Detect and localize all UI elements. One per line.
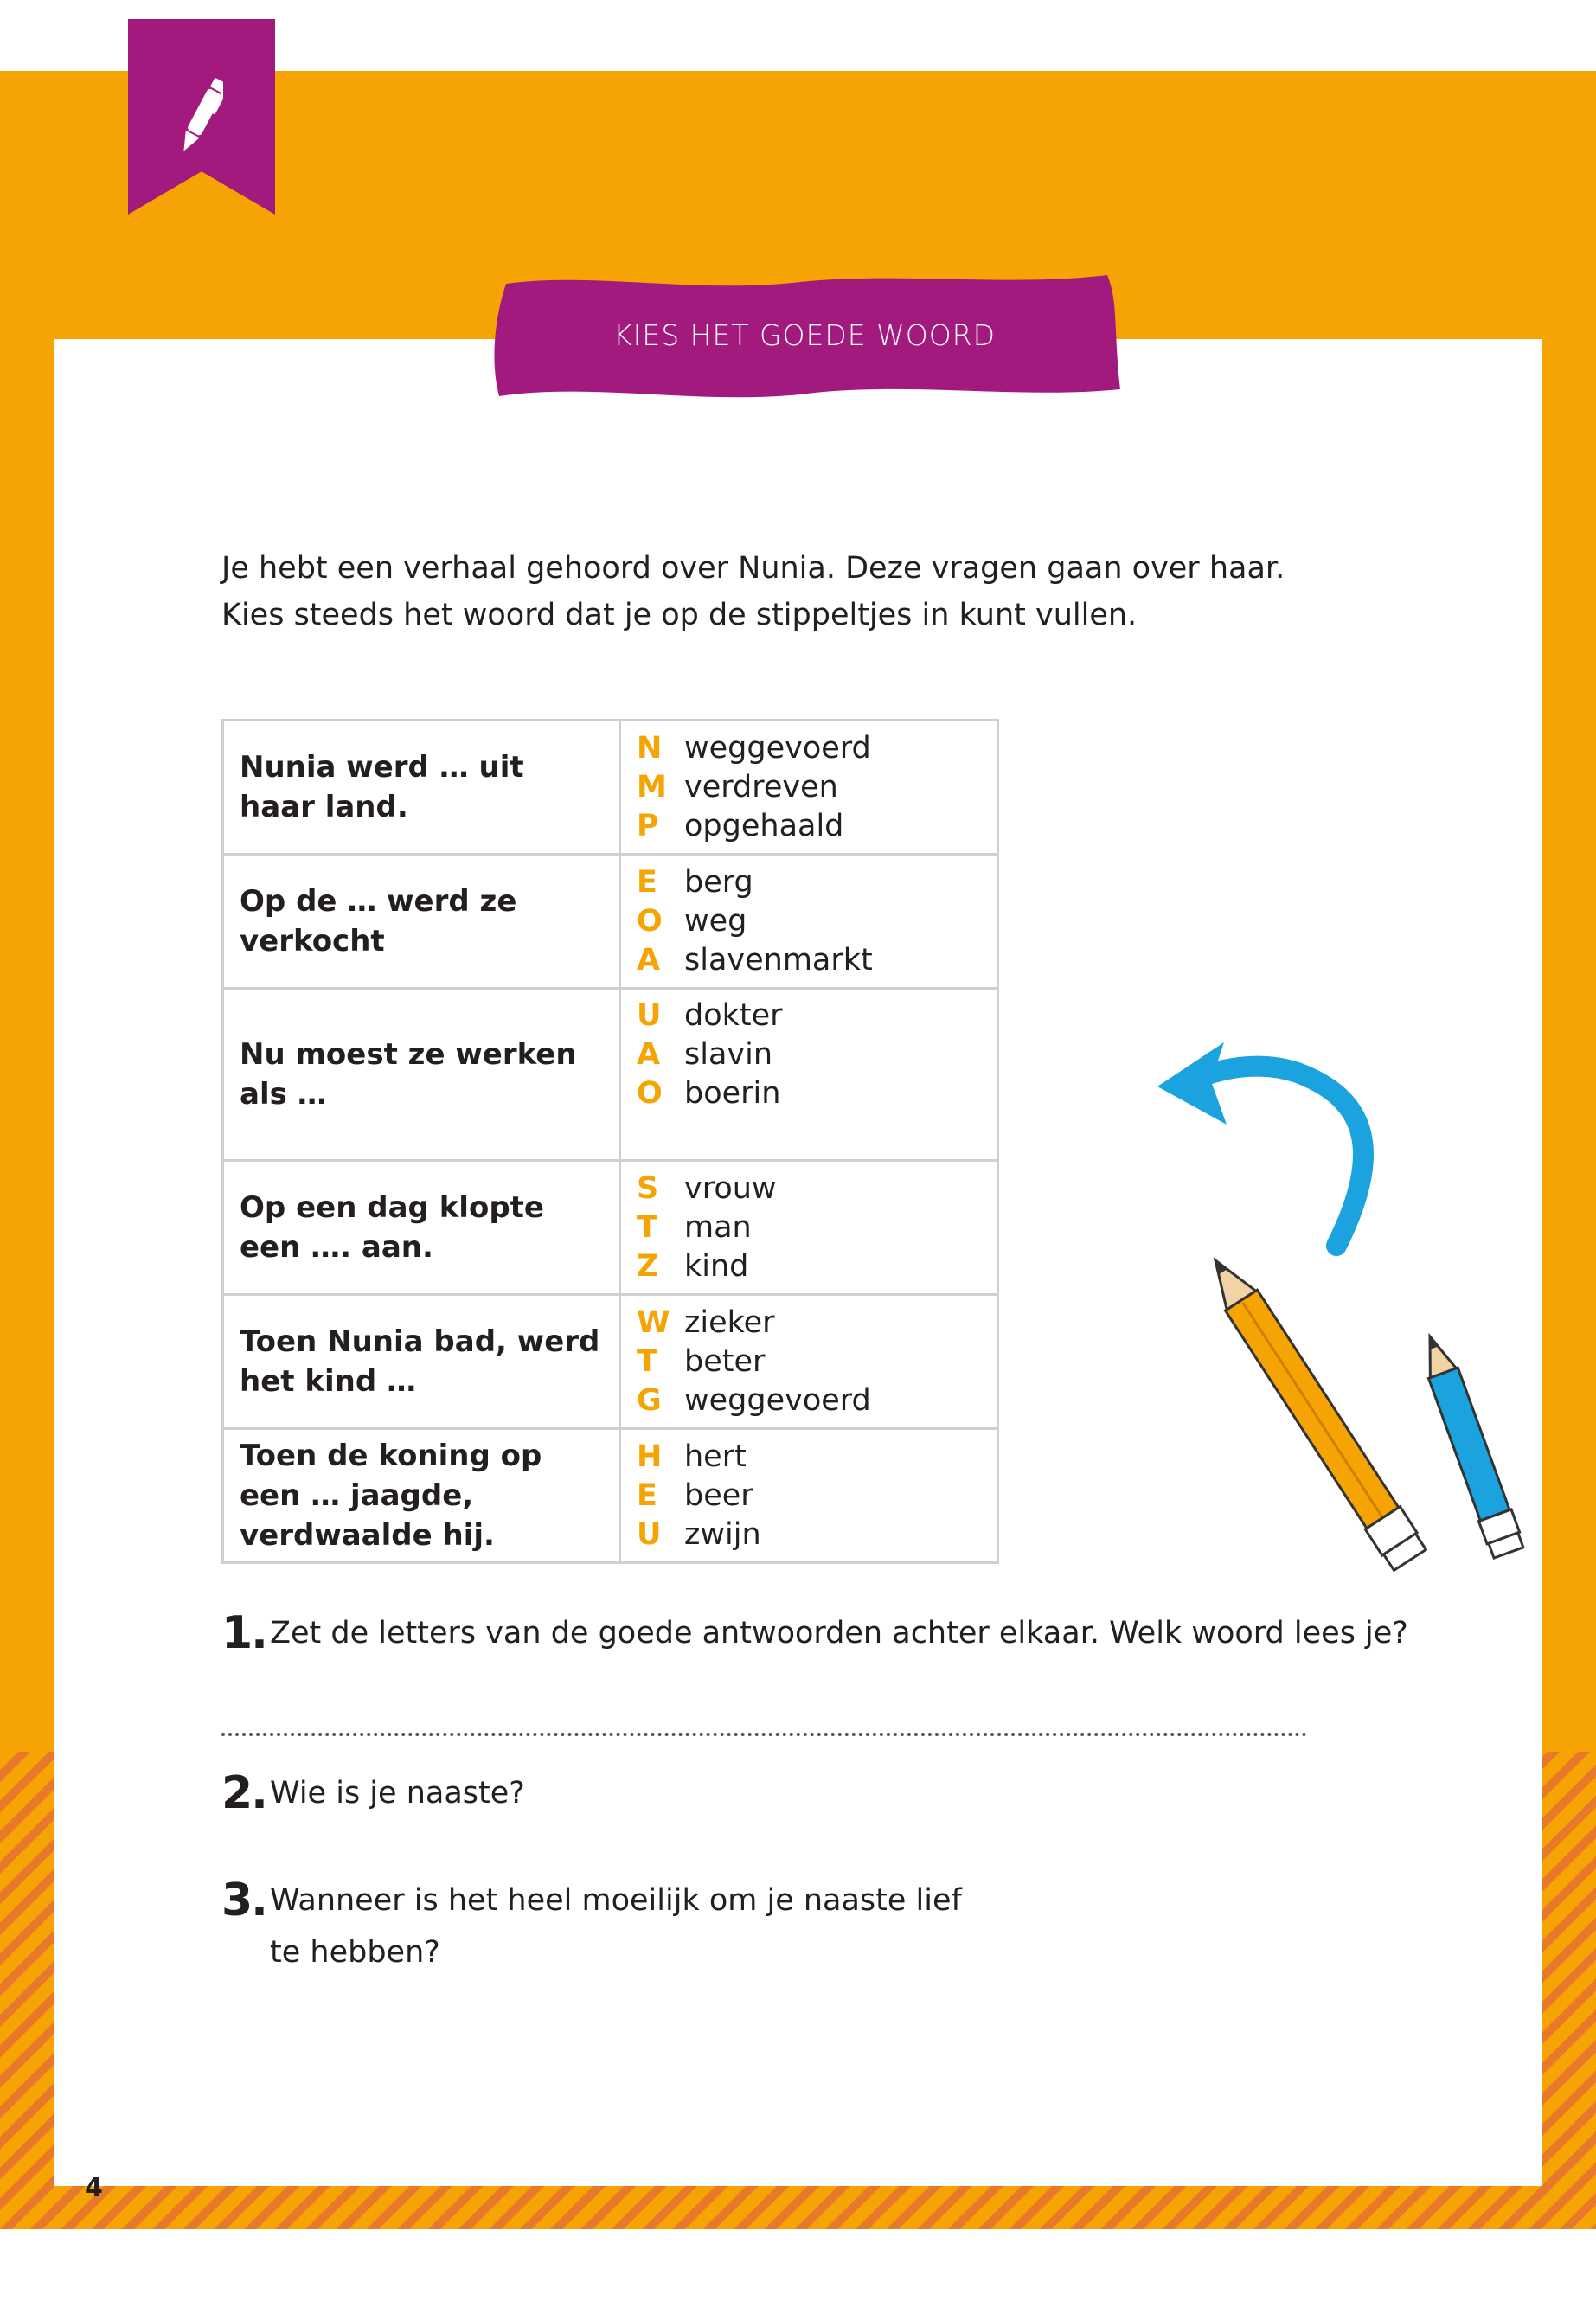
option-word: kind bbox=[684, 1248, 749, 1284]
option-word: weggevoerd bbox=[684, 1382, 871, 1418]
quiz-question: Nu moest ze werken als … bbox=[223, 989, 620, 1161]
page-number: 4 bbox=[85, 2173, 103, 2203]
option-word: hert bbox=[684, 1439, 747, 1474]
option-word: slavenmarkt bbox=[684, 942, 873, 977]
option-letter: N bbox=[637, 730, 663, 766]
question-text: Zet de letters van de goede antwoorden achter elkaar. Welk woord lees je? bbox=[270, 1616, 1408, 1650]
question-number: 1. bbox=[221, 1607, 266, 1659]
quiz-question: Toen Nunia bad, werd het kind … bbox=[223, 1295, 620, 1429]
option-letter: T bbox=[637, 1209, 657, 1245]
option-word: weggevoerd bbox=[684, 730, 871, 766]
question-3 bbox=[221, 1875, 962, 1978]
option-letter: G bbox=[637, 1382, 662, 1418]
option-letter: A bbox=[637, 1037, 661, 1072]
question-2 bbox=[221, 1767, 525, 1819]
question-1 bbox=[221, 1607, 1408, 1659]
option-letter: O bbox=[637, 903, 663, 939]
option-letter: W bbox=[637, 1304, 670, 1340]
option-letter: E bbox=[637, 1477, 657, 1513]
question-text: Wanneer is het heel moeilijk om je naaste lief bbox=[270, 1883, 962, 1918]
option-letter: O bbox=[637, 1076, 663, 1111]
option-word: man bbox=[684, 1209, 752, 1245]
option-word: weg bbox=[684, 903, 747, 939]
option-word: boerin bbox=[684, 1076, 781, 1111]
option-word: beer bbox=[684, 1477, 753, 1513]
option-letter: M bbox=[637, 769, 667, 804]
quiz-question: Op een dag klopte een …. aan. bbox=[223, 1161, 620, 1295]
option-letter: H bbox=[637, 1439, 663, 1474]
option-word: zieker bbox=[684, 1304, 775, 1340]
option-word: beter bbox=[684, 1343, 766, 1379]
question-text: Wie is je naaste? bbox=[270, 1776, 525, 1811]
question-number: 3. bbox=[221, 1875, 266, 1926]
quiz-question: Op de … werd ze verkocht bbox=[223, 855, 620, 989]
option-word: slavin bbox=[684, 1037, 773, 1072]
page-title: KIES HET GOEDE WOORD bbox=[612, 318, 997, 352]
option-word: dokter bbox=[684, 998, 783, 1033]
option-letter: Z bbox=[637, 1248, 659, 1284]
intro-line-2: Kies steeds het woord dat je op de stippeltjes in kunt vullen. bbox=[221, 598, 1138, 632]
option-word: opgehaald bbox=[684, 808, 844, 843]
question-number: 2. bbox=[221, 1767, 266, 1819]
option-letter: E bbox=[637, 864, 657, 900]
option-word: berg bbox=[684, 864, 753, 900]
answer-line[interactable] bbox=[221, 1733, 1307, 1736]
option-word: zwijn bbox=[684, 1516, 761, 1552]
intro-line-1: Je hebt een verhaal gehoord over Nunia. Deze vragen gaan over haar. bbox=[221, 551, 1285, 586]
option-word: vrouw bbox=[684, 1170, 777, 1206]
option-letter: T bbox=[637, 1343, 657, 1379]
question-text-continued: te hebben? bbox=[270, 1935, 440, 1970]
option-letter: P bbox=[637, 808, 659, 843]
option-letter: U bbox=[637, 998, 662, 1033]
option-letter: S bbox=[637, 1170, 659, 1206]
option-letter: U bbox=[637, 1516, 662, 1552]
quiz-question: Toen de koning op een … jaagde, verdwaalde hij. bbox=[223, 1429, 620, 1563]
option-word: verdreven bbox=[684, 769, 838, 804]
option-letter: A bbox=[637, 942, 661, 977]
quiz-question: Nunia werd … uit haar land. bbox=[223, 721, 620, 855]
